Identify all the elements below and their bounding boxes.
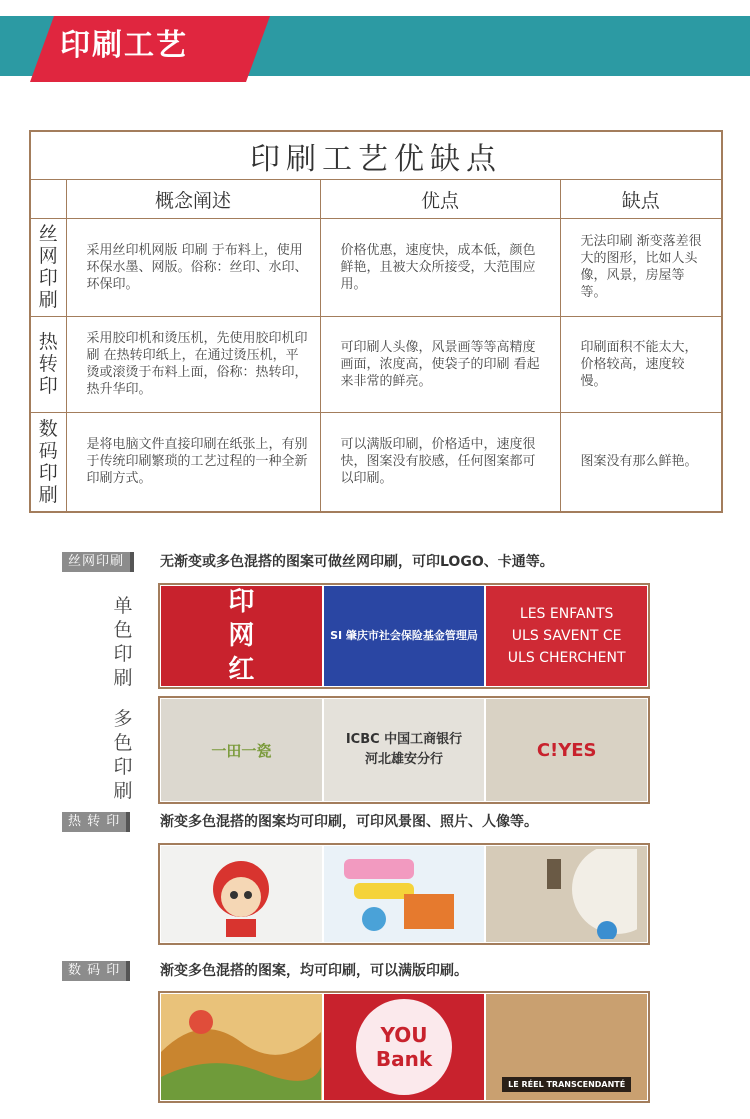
row-label-digital: 数 码 印 刷: [30, 412, 66, 512]
single-color-label: 单 色 印 刷: [113, 595, 133, 689]
silk-screen-description: 无渐变或多色混搭的图案可做丝网印刷，可印LOGO、卡通等。: [160, 554, 554, 570]
cell-concept: 是将电脑文件直接印刷在纸张上，有别于传统印刷繁琐的工艺过程的一种全新印刷方式。: [66, 412, 320, 512]
column-header-pros: 优点: [320, 180, 560, 219]
cell-pros: 可以满版印刷，价格适中，速度很快，图案没有胶感，任何图案都可以印刷。: [320, 412, 560, 512]
heat-transfer-photo-strip: [158, 843, 650, 945]
table-caption: 印刷工艺优缺点: [30, 131, 722, 180]
sample-photo: YOU Bank: [324, 994, 485, 1100]
tag-digital-print: 数 码 印: [62, 961, 130, 981]
sample-photo: [486, 846, 647, 942]
cell-cons: 图案没有那么鲜艳。: [560, 412, 722, 512]
digital-print-photo-strip: [158, 991, 650, 1103]
cell-concept: 采用胶印机和烫压机，先使用胶印机印刷 在热转印纸上，在通过烫压机，平烫或滚烫于布料上面，俗称：热转印，热升华印。: [66, 316, 320, 412]
sample-photo: LE RÉEL TRANSCENDANTÉ: [486, 994, 647, 1100]
sample-photo: [161, 994, 322, 1100]
sample-photo: ICBC 中国工商银行 河北雄安分行: [324, 699, 485, 801]
sample-photo: [161, 846, 322, 942]
sample-photo: 一田一瓷: [161, 699, 322, 801]
cell-concept: 采用丝印机网版 印刷 于布料上，使用环保水墨、网版。俗称：丝印、水印、环保印。: [66, 219, 320, 317]
multi-color-label: 多 色 印 刷: [113, 708, 133, 802]
sample-photo: LES ENFANTS ULS SAVENT CE ULS CHERCHENT: [486, 586, 647, 686]
sample-photo: C!YES: [486, 699, 647, 801]
table-row: [30, 219, 722, 317]
table-row: [30, 412, 722, 512]
sample-photo: SI 肇庆市社会保险基金管理局: [324, 586, 485, 686]
row-label-heat: 热 转 印: [30, 316, 66, 412]
tag-heat-transfer: 热 转 印: [62, 812, 130, 832]
painting-icon: [161, 994, 321, 1100]
column-header-concept: 概念阐述: [66, 180, 320, 219]
cell-cons: 无法印刷 渐变落差很大的图形，比如人头像，风景，房屋等等。: [560, 219, 722, 317]
row-label-silk: 丝 网 印 刷: [30, 219, 66, 317]
heat-transfer-description: 渐变多色混搭的图案均可印刷，可印风景图、照片、人像等。: [160, 814, 538, 830]
comparison-table: [29, 130, 723, 513]
table-corner: [30, 180, 66, 219]
page-title: 印刷工艺: [60, 28, 188, 63]
sample-photo: 印 网 红: [161, 586, 322, 686]
digital-print-description: 渐变多色混搭的图案，均可印刷，可以满版印刷。: [160, 963, 468, 979]
table-row: [30, 316, 722, 412]
cell-cons: 印刷面积不能太大，价格较高，速度较慢。: [560, 316, 722, 412]
multi-color-photo-strip: [158, 696, 650, 804]
tag-silk-screen: 丝网印刷: [62, 552, 134, 572]
single-color-photo-strip: [158, 583, 650, 689]
cartoon-mascot-icon: [196, 849, 286, 939]
cell-pros: 价格优惠，速度快，成本低，颜色鲜艳，且被大众所接受，大范围应用。: [320, 219, 560, 317]
cell-pros: 可印刷人头像，风景画等等高精度画面，浓度高，使袋子的印刷 看起来非常的鲜亮。: [320, 316, 560, 412]
column-header-cons: 缺点: [560, 180, 722, 219]
cartoon-illustration-icon: [334, 849, 474, 939]
art-print-icon: [497, 849, 637, 939]
sample-photo: [324, 846, 485, 942]
